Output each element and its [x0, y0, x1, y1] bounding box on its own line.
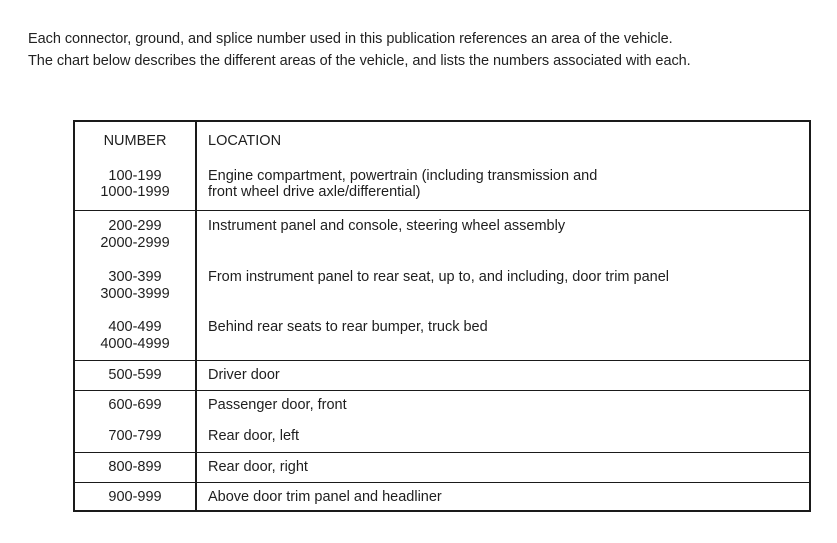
- row-0-location-2: front wheel drive axle/differential): [208, 184, 421, 200]
- row-7-location-1: Rear door, right: [208, 459, 308, 475]
- row-divider: [75, 360, 809, 361]
- row-0-number-2: 1000-1999: [100, 184, 170, 200]
- row-2-number-2: 3000-3999: [100, 286, 170, 302]
- row-3-location-1: Behind rear seats to rear bumper, truck bed: [208, 319, 488, 335]
- intro-text: [28, 28, 818, 72]
- row-6-number-1: 700-799: [108, 428, 162, 444]
- row-divider: [75, 482, 809, 483]
- row-1-number-1: 200-299: [108, 218, 162, 234]
- row-5-number-1: 600-699: [108, 397, 162, 413]
- row-7-number-1: 800-899: [108, 459, 162, 475]
- row-2-location-1: From instrument panel to rear seat, up to, and including, door trim panel: [208, 269, 670, 285]
- row-divider: [75, 210, 809, 211]
- row-0-number-1: 100-199: [108, 168, 162, 184]
- row-divider: [75, 390, 809, 391]
- row-5-location-1: Passenger door, front: [208, 397, 347, 413]
- row-6-location-1: Rear door, left: [208, 428, 300, 444]
- row-1-location-1: Instrument panel and console, steering wheel assembly: [208, 218, 566, 234]
- intro-line-2: The chart below describes the different areas of the vehicle, and lists the numbers associated with each.: [28, 53, 691, 69]
- row-3-number-1: 400-499: [108, 319, 162, 335]
- row-4-location-1: Driver door: [208, 367, 280, 383]
- row-8-number-1: 900-999: [108, 489, 162, 505]
- header-number: NUMBER: [103, 133, 167, 149]
- row-3-number-2: 4000-4999: [100, 336, 170, 352]
- row-2-number-1: 300-399: [108, 269, 162, 285]
- area-number-table: [73, 120, 811, 512]
- row-1-number-2: 2000-2999: [100, 235, 170, 251]
- header-location: LOCATION: [208, 133, 282, 149]
- row-divider: [75, 452, 809, 453]
- row-0-location-1: Engine compartment, powertrain (including transmission and: [208, 168, 598, 184]
- row-8-location-1: Above door trim panel and headliner: [208, 489, 442, 505]
- intro-line-1: Each connector, ground, and splice number used in this publication references an area of the vehicle.: [28, 31, 673, 47]
- row-4-number-1: 500-599: [108, 367, 162, 383]
